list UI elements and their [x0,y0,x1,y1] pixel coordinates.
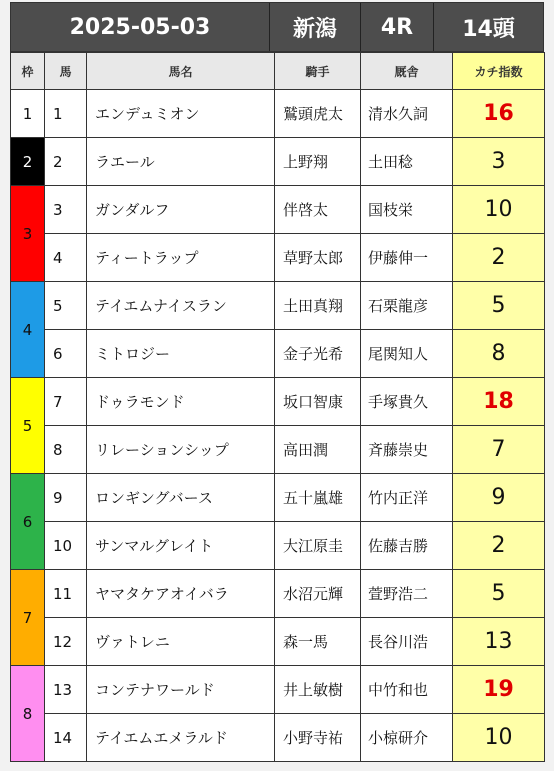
col-header-index: カチ指数 [453,53,545,90]
index-cell: 13 [453,618,545,666]
index-cell: 8 [453,330,545,378]
jockey-cell: 鷲頭虎太 [275,90,361,138]
col-header-waku: 枠 [11,53,45,90]
table-row [11,378,545,426]
table-row [11,90,545,138]
horse-number-cell: 2 [45,138,87,186]
jockey-cell: 大江原圭 [275,522,361,570]
table-row [11,186,545,234]
waku-cell: 6 [11,474,45,570]
race-header [10,2,544,52]
horse-name-cell: ミトロジー [87,330,275,378]
jockey-cell: 小野寺祐 [275,714,361,762]
index-cell: 9 [453,474,545,522]
trainer-cell: 伊藤伸一 [361,234,453,282]
race-date: 2025-05-03 [11,3,270,51]
table-row [11,714,545,762]
index-cell: 19 [453,666,545,714]
index-cell: 10 [453,186,545,234]
index-cell: 7 [453,426,545,474]
race-card [10,2,544,762]
horse-number-cell: 5 [45,282,87,330]
jockey-cell: 坂口智康 [275,378,361,426]
horse-number-cell: 11 [45,570,87,618]
trainer-cell: 尾関知人 [361,330,453,378]
jockey-cell: 井上敏樹 [275,666,361,714]
runner-count: 14頭 [462,16,515,42]
jockey-cell: 水沼元輝 [275,570,361,618]
trainer-cell: 萱野浩二 [361,570,453,618]
horse-name-cell: リレーションシップ [87,426,275,474]
horse-number-cell: 1 [45,90,87,138]
table-header-row [11,53,545,90]
jockey-cell: 草野太郎 [275,234,361,282]
jockey-cell: 土田真翔 [275,282,361,330]
index-cell: 10 [453,714,545,762]
jockey-cell: 金子光希 [275,330,361,378]
table-row [11,570,545,618]
race-number: 4R [361,3,434,51]
jockey-cell: 上野翔 [275,138,361,186]
col-header-name: 馬名 [87,53,275,90]
jockey-cell: 伴啓太 [275,186,361,234]
index-cell: 5 [453,282,545,330]
waku-cell: 2 [11,138,45,186]
table-row [11,234,545,282]
jockey-cell: 五十嵐雄 [275,474,361,522]
horse-name-cell: サンマルグレイト [87,522,275,570]
index-cell: 3 [453,138,545,186]
index-cell: 16 [453,90,545,138]
trainer-cell: 竹内正洋 [361,474,453,522]
jockey-cell: 高田潤 [275,426,361,474]
horse-number-cell: 8 [45,426,87,474]
col-header-trainer: 厩舎 [361,53,453,90]
table-row [11,522,545,570]
trainer-cell: 土田稔 [361,138,453,186]
index-cell: 2 [453,234,545,282]
horse-number-cell: 6 [45,330,87,378]
index-cell: 2 [453,522,545,570]
trainer-cell: 中竹和也 [361,666,453,714]
horse-name-cell: テイエムエメラルド [87,714,275,762]
waku-cell: 7 [11,570,45,666]
waku-cell: 8 [11,666,45,762]
trainer-cell: 小椋研介 [361,714,453,762]
jockey-cell: 森一馬 [275,618,361,666]
col-header-uma: 馬 [45,53,87,90]
index-cell: 18 [453,378,545,426]
trainer-cell: 国枝栄 [361,186,453,234]
trainer-cell: 斉藤崇史 [361,426,453,474]
horse-name-cell: ラエール [87,138,275,186]
horse-name-cell: ロンギングバース [87,474,275,522]
horse-name-cell: テイエムナイスラン [87,282,275,330]
horse-name-cell: ガンダルフ [87,186,275,234]
horse-number-cell: 3 [45,186,87,234]
table-row [11,138,545,186]
entries-body [11,90,545,762]
table-row [11,426,545,474]
entries-table [10,52,545,762]
trainer-cell: 清水久詞 [361,90,453,138]
horse-name-cell: エンデュミオン [87,90,275,138]
table-row [11,474,545,522]
table-row [11,618,545,666]
waku-cell: 3 [11,186,45,282]
horse-number-cell: 12 [45,618,87,666]
horse-name-cell: ドゥラモンド [87,378,275,426]
trainer-cell: 手塚貴久 [361,378,453,426]
waku-cell: 5 [11,378,45,474]
table-row [11,666,545,714]
horse-number-cell: 10 [45,522,87,570]
horse-number-cell: 7 [45,378,87,426]
index-cell: 5 [453,570,545,618]
waku-cell: 4 [11,282,45,378]
horse-name-cell: ヴァトレニ [87,618,275,666]
trainer-cell: 佐藤吉勝 [361,522,453,570]
trainer-cell: 石栗龍彦 [361,282,453,330]
horse-number-cell: 13 [45,666,87,714]
table-row [11,282,545,330]
trainer-cell: 長谷川浩 [361,618,453,666]
waku-cell: 1 [11,90,45,138]
race-venue: 新潟 [270,3,361,51]
horse-name-cell: コンテナワールド [87,666,275,714]
horse-number-cell: 14 [45,714,87,762]
horse-name-cell: ヤマタケアオイバラ [87,570,275,618]
table-row [11,330,545,378]
col-header-jockey: 騎手 [275,53,361,90]
horse-number-cell: 9 [45,474,87,522]
horse-number-cell: 4 [45,234,87,282]
horse-name-cell: ティートラップ [87,234,275,282]
